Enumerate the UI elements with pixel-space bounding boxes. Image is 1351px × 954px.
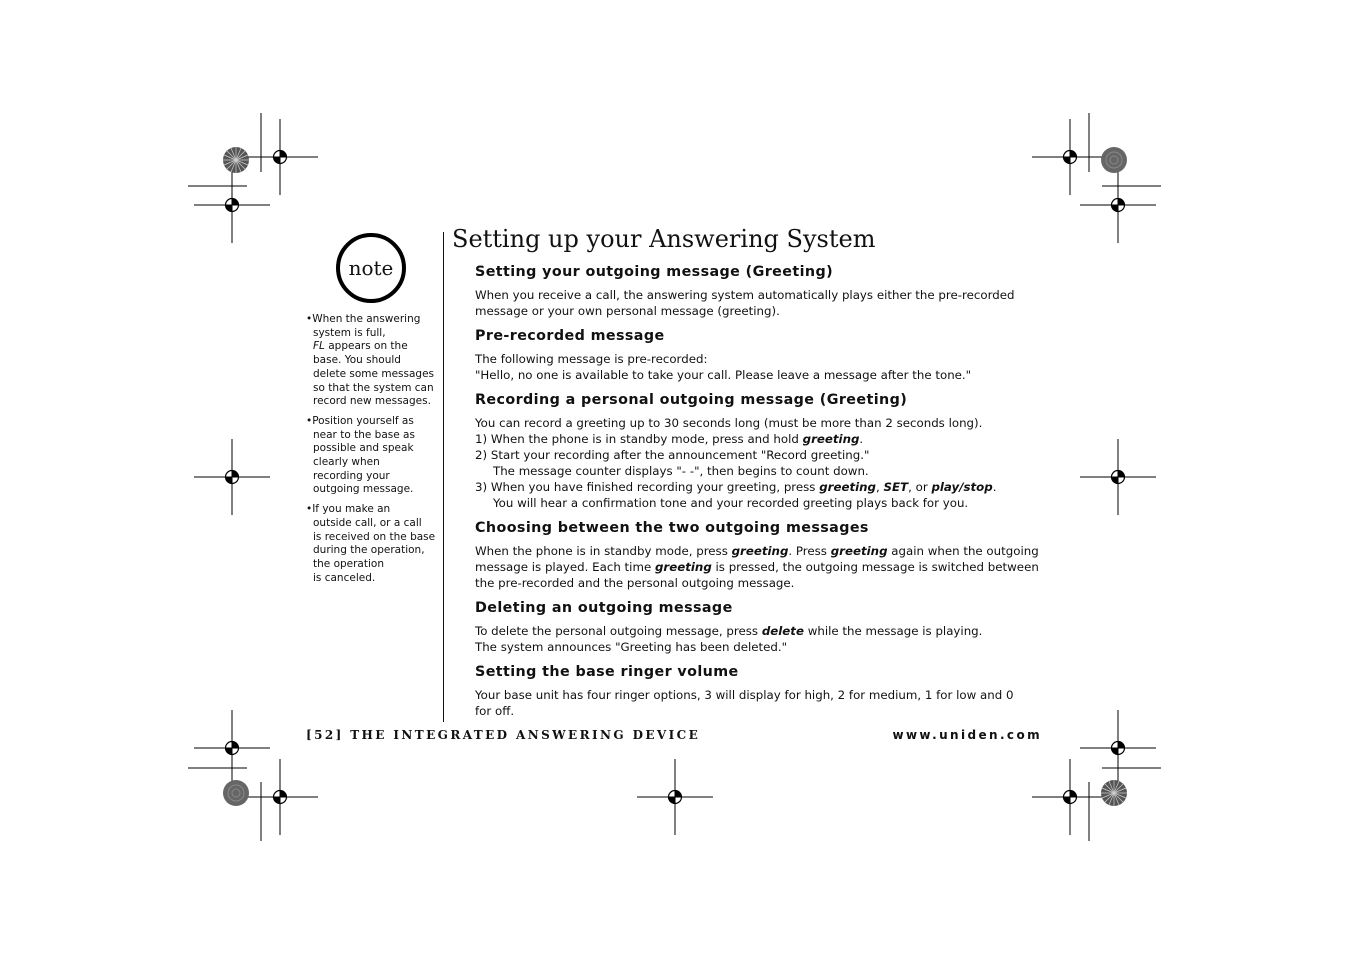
- key-delete: delete: [761, 624, 804, 638]
- step-2: 2) Start your recording after the announcement "Record greeting.": [475, 448, 870, 462]
- sidebar-note-line: system is full,: [313, 326, 386, 339]
- section-body: To delete the personal outgoing message, press delete while the message is playing. The system announces "Greeting has been deleted.": [475, 624, 983, 654]
- section-heading: Pre-recorded message: [475, 328, 665, 344]
- sidebar-note-line: the operation: [313, 557, 384, 570]
- step-2-detail: The message counter displays "- -", then begins to count down.: [493, 464, 869, 478]
- sidebar-note-line: •When the answering: [306, 313, 421, 325]
- sidebar-note-line: •If you make an: [306, 503, 391, 516]
- section-body: You can record a greeting up to 30 seconds long (must be more than 2 seconds long). 1) When the phone is in standby mode, press and hold greeting. 2) Start your recording after the announcement "Record greeting." The message counter displays "- -", then begins to count down. 3) When you have finished recording your greeting, press greeting, SET, or play/stop. You will hear a confirmation tone and your recorded greeting plays back for you.: [475, 415, 1050, 511]
- column-divider: [443, 232, 444, 722]
- sidebar-note-line: possible and speak: [313, 442, 414, 455]
- section-body: When you receive a call, the answering system automatically plays either the pre-recorded message or your own personal message (greeting).: [475, 288, 1015, 318]
- section-heading: Deleting an outgoing message: [475, 600, 733, 616]
- key-greeting: greeting: [830, 544, 888, 558]
- sidebar-note-line: is received on the base: [313, 530, 436, 543]
- sidebar-note-line: near to the base as: [313, 428, 415, 441]
- sidebar-note-line: FL appears on the: [313, 340, 408, 353]
- sidebar-note-line: is canceled.: [313, 571, 376, 584]
- section-heading: Setting the base ringer volume: [475, 664, 739, 680]
- key-greeting: greeting: [731, 544, 789, 558]
- key-greeting: greeting: [654, 560, 712, 574]
- step-3: 3) When you have finished recording your greeting, press greeting, SET, or play/stop.: [475, 480, 997, 494]
- key-set: SET: [883, 480, 909, 494]
- sidebar-notes: [306, 313, 436, 591]
- sidebar-note-item: [306, 415, 436, 497]
- sidebar-note-item: [306, 313, 436, 409]
- sidebar-note-line: delete some messages: [313, 367, 434, 380]
- note-label: note: [348, 256, 394, 280]
- sidebar-note-line: record new messages.: [313, 395, 431, 408]
- fl-display-code: FL: [313, 340, 325, 353]
- section-body: The following message is pre-recorded: "Hello, no one is available to take your call. Please leave a message after the tone.": [475, 352, 972, 382]
- section-body: When the phone is in standby mode, press greeting. Press greeting again when the outgoing message is played. Each time greeting is pressed, the outgoing message is switched between the pre-recorded and the personal outgoing message.: [475, 544, 1039, 590]
- page-title: Setting up your Answering System: [452, 225, 876, 253]
- step-3-detail: You will hear a confirmation tone and your recorded greeting plays back for you.: [493, 496, 969, 510]
- sidebar-note-line: clearly when: [313, 456, 380, 469]
- sidebar-note-line: so that the system can: [313, 381, 434, 394]
- key-greeting: greeting: [802, 432, 860, 446]
- key-play-stop: play/stop: [931, 480, 993, 494]
- sidebar-note-line: outside call, or a call: [313, 516, 422, 529]
- sidebar-note-line: base. You should: [313, 354, 401, 367]
- note-badge: [336, 233, 406, 303]
- sidebar-note-item: [306, 503, 436, 585]
- section-heading: Choosing between the two outgoing messages: [475, 520, 869, 536]
- footer-page-label: [52] THE INTEGRATED ANSWERING DEVICE: [306, 728, 701, 742]
- sidebar-note-line: recording your: [313, 469, 390, 482]
- main-content: [475, 261, 1050, 725]
- step-1: 1) When the phone is in standby mode, press and hold greeting.: [475, 432, 864, 446]
- footer-website: www.uniden.com: [892, 728, 1042, 742]
- sidebar-note-line: during the operation,: [313, 544, 425, 557]
- section-heading: Recording a personal outgoing message (Greeting): [475, 392, 908, 408]
- section-body: Your base unit has four ringer options, 3 will display for high, 2 for medium, 1 for low and 0 for off.: [475, 688, 1014, 718]
- key-greeting: greeting: [819, 480, 876, 494]
- section-heading: Setting your outgoing message (Greeting): [475, 264, 834, 280]
- sidebar-note-line: •Position yourself as: [306, 414, 414, 427]
- sidebar-note-line: outgoing message.: [313, 483, 414, 496]
